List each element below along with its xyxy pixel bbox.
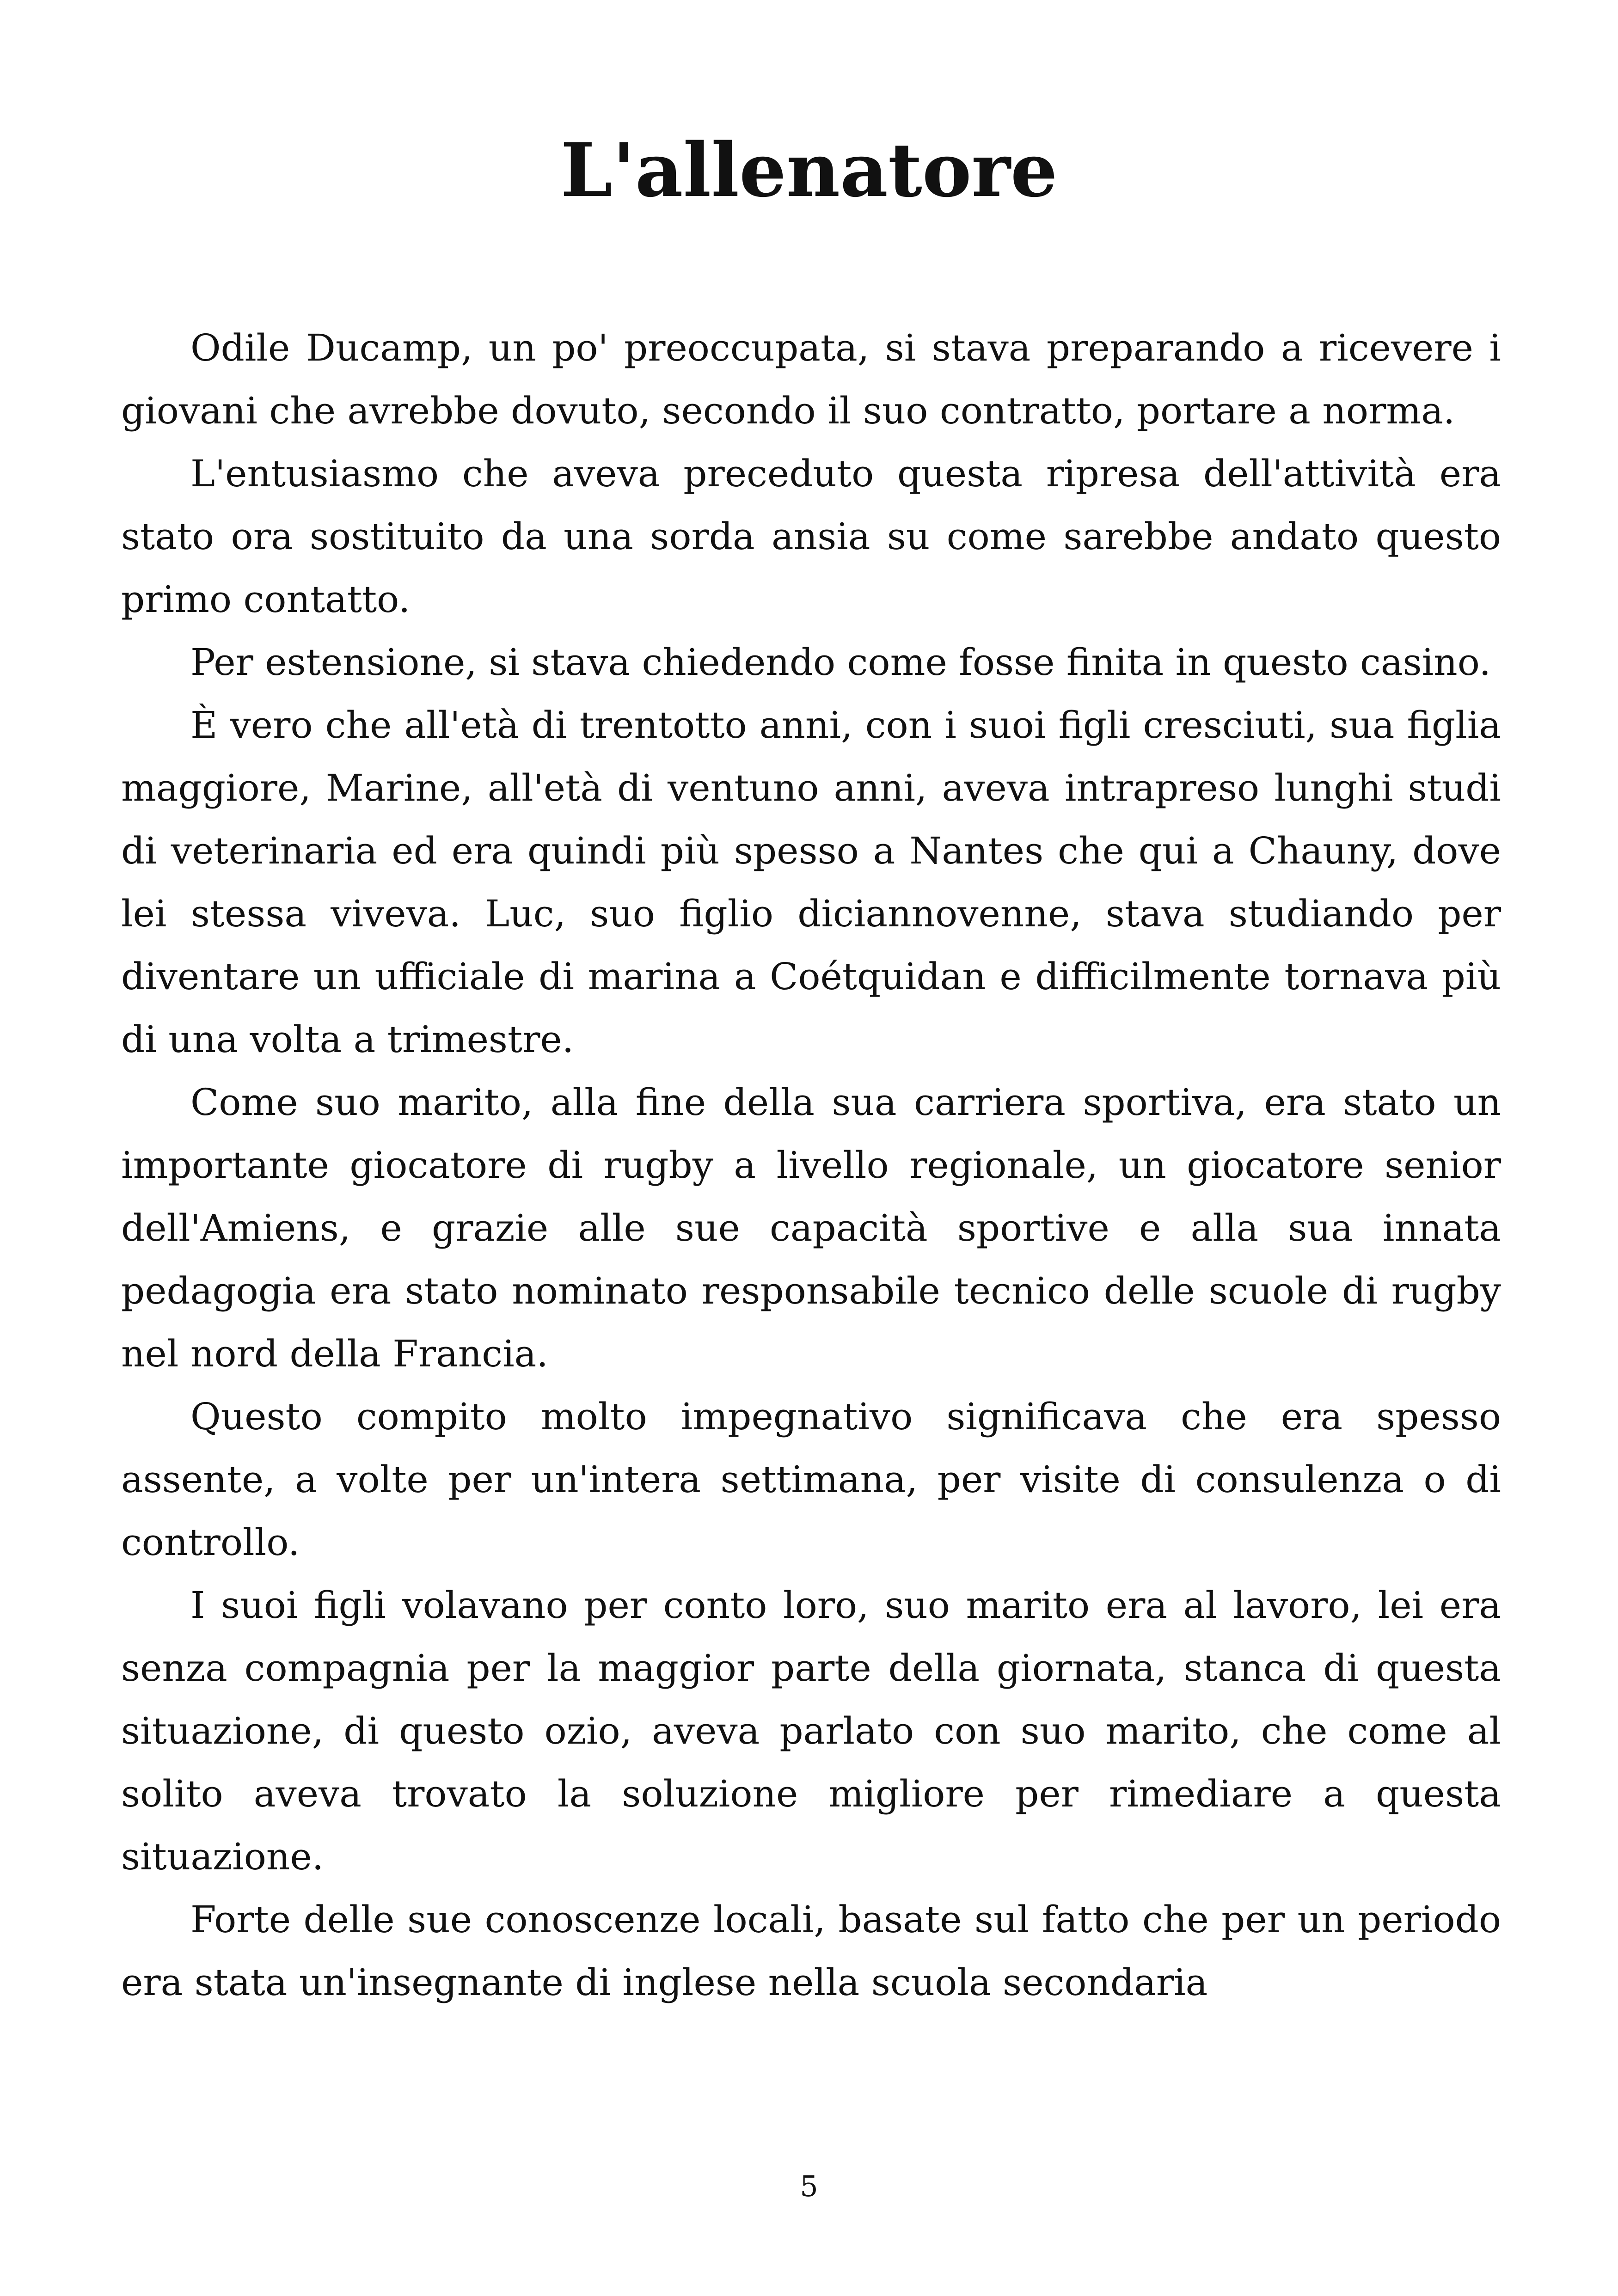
chapter-title: L'allenatore bbox=[560, 127, 1058, 214]
body-text bbox=[121, 317, 1501, 2014]
paragraph: L'entusiasmo che aveva preceduto questa ripresa dell'attività era stato ora sostituito da una sorda ansia su come sarebbe andato questo primo contatto. bbox=[121, 452, 1501, 621]
paragraph: Forte delle sue conoscenze locali, basate sul fatto che per un periodo era stata un'insegnante di inglese nella scuola secondaria bbox=[121, 1898, 1501, 2004]
paragraph: Questo compito molto impegnativo significava che era spesso assente, a volte per un'intera settimana, per visite di consulenza o di controllo. bbox=[121, 1395, 1501, 1564]
paragraph: Odile Ducamp, un po' preoccupata, si stava preparando a ricevere i giovani che avrebbe dovuto, secondo il suo contratto, portare a norma. bbox=[121, 326, 1501, 432]
paragraph: È vero che all'età di trentotto anni, con i suoi figli cresciuti, sua figlia maggiore, Marine, all'età di ventuno anni, aveva intrapreso lunghi studi di veterinaria ed era quindi più spesso a Nantes che qui a Chauny, dove lei stessa viveva. Luc, suo figlio diciannovenne, stava studiando per diventare un ufficiale di marina a Coétquidan e difficilmente tornava più di una volta a trimestre. bbox=[121, 704, 1501, 1061]
paragraph: Come suo marito, alla fine della sua carriera sportiva, era stato un importante giocatore di rugby a livello regionale, un giocatore senior dell'Amiens, e grazie alle sue capacità sportive e alla sua innata pedagogia era stato nominato responsabile tecnico delle scuole di rugby nel nord della Francia. bbox=[121, 1081, 1501, 1375]
paragraph: I suoi figli volavano per conto loro, suo marito era al lavoro, lei era senza compagnia per la maggior parte della giornata, stanca di questa situazione, di questo ozio, aveva parlato con suo marito, che come al solito aveva trovato la soluzione migliore per rimediare a questa situazione. bbox=[121, 1584, 1501, 1878]
page-number: 5 bbox=[800, 2169, 818, 2203]
paragraph: Per estensione, si stava chiedendo come fosse finita in questo casino. bbox=[190, 641, 1491, 684]
